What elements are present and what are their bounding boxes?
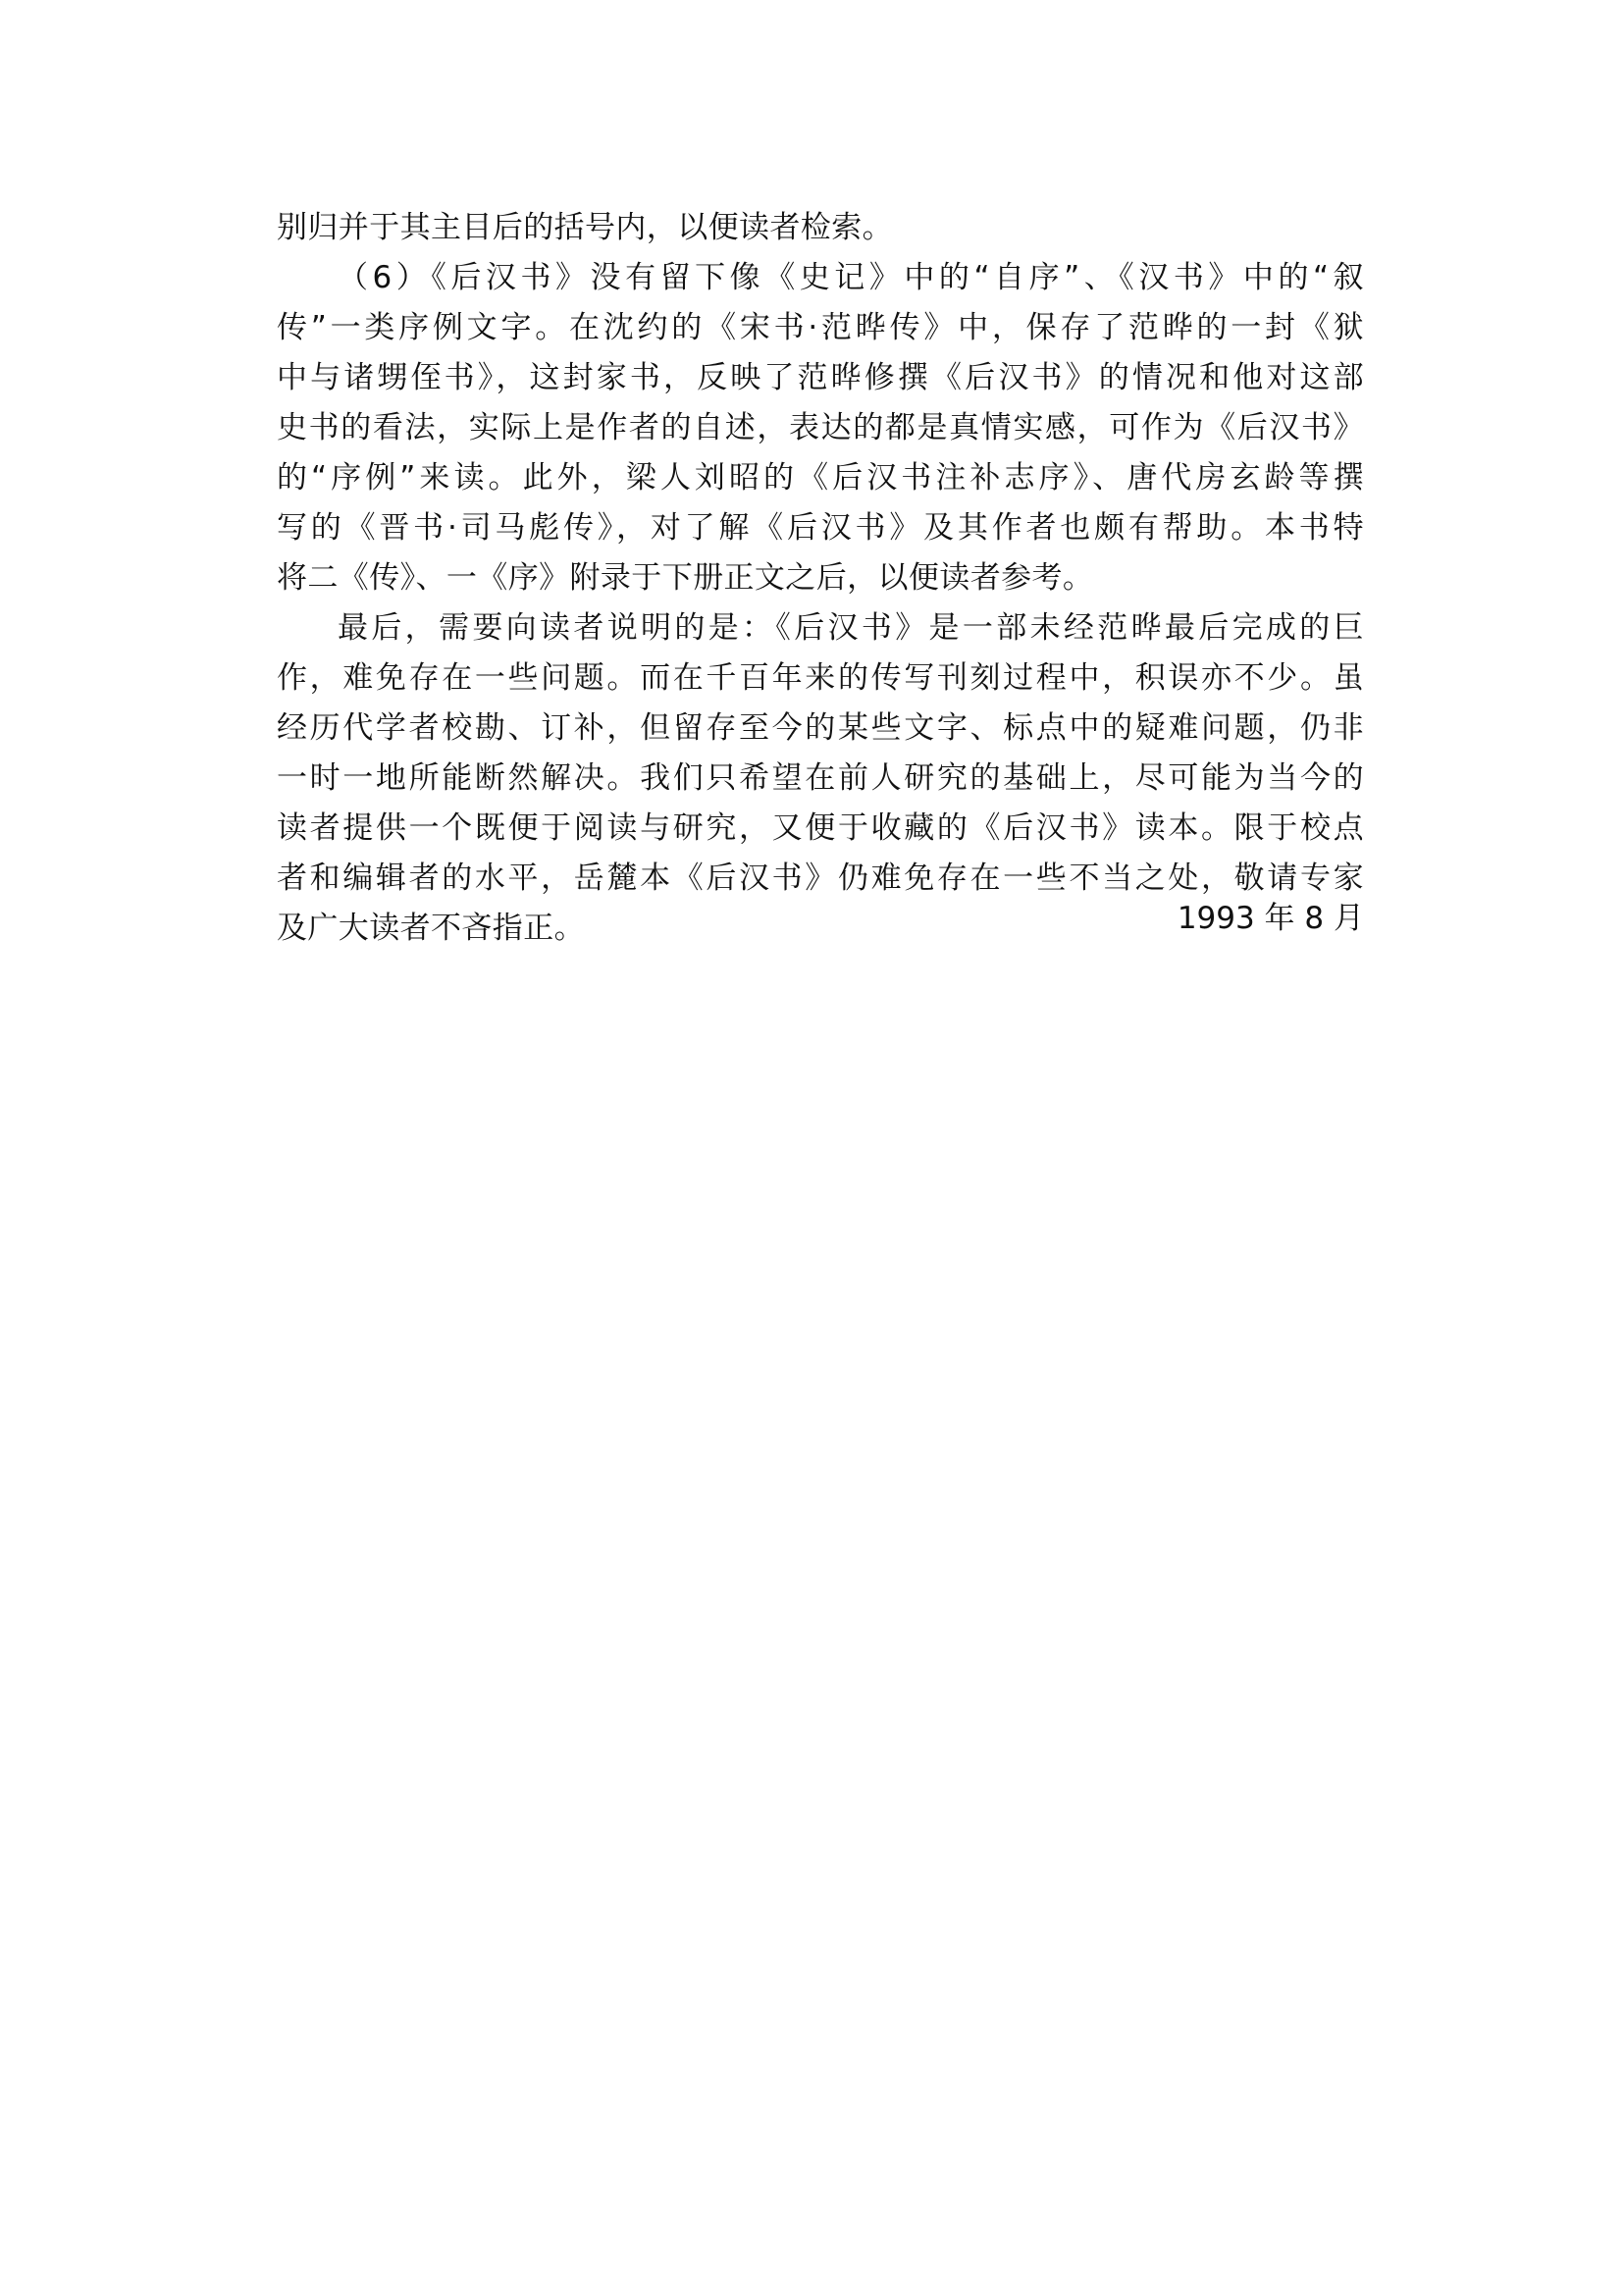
text-line: 经历代学者校勘、订补，但留存至今的某些文字、标点中的疑难问题，仍非	[277, 710, 1364, 746]
body-text	[277, 203, 1364, 954]
text-line: 的“序例”来读。此外，梁人刘昭的《后汉书注补志序》、唐代房玄龄等撰	[277, 460, 1364, 495]
date-line: 1993 年 8 月	[1177, 901, 1364, 936]
paragraph-first-line: 最后，需要向读者说明的是：《后汉书》是一部未经范晔最后完成的巨	[338, 610, 1364, 646]
text-line: 别归并于其主目后的括号内，以便读者检索。	[277, 210, 893, 245]
text-line: 作，难免存在一些问题。而在千百年来的传写刊刻过程中，积误亦不少。虽	[277, 660, 1364, 696]
text-line: 传”一类序例文字。在沈约的《宋书·范晔传》中，保存了范晔的一封《狱	[277, 310, 1364, 345]
text-line: 者和编辑者的水平，岳麓本《后汉书》仍难免存在一些不当之处，敬请专家	[277, 860, 1364, 896]
text-line: 一时一地所能断然解决。我们只希望在前人研究的基础上，尽可能为当今的	[277, 760, 1364, 796]
text-line: 写的《晋书·司马彪传》，对了解《后汉书》及其作者也颇有帮助。本书特	[277, 510, 1364, 546]
text-line: 史书的看法，实际上是作者的自述，表达的都是真情实感，可作为《后汉书》	[277, 410, 1364, 445]
paragraph-first-line: （6）《后汉书》没有留下像《史记》中的“自序”、《汉书》中的“叙	[338, 260, 1364, 295]
text-line: 将二《传》、一《序》附录于下册正文之后，以便读者参考。	[277, 560, 1094, 596]
text-line: 读者提供一个既便于阅读与研究，又便于收藏的《后汉书》读本。限于校点	[277, 810, 1364, 846]
text-line: 中与诸甥侄书》，这封家书，反映了范晔修撰《后汉书》的情况和他对这部	[277, 360, 1364, 395]
text-line: 及广大读者不吝指正。	[277, 911, 585, 946]
